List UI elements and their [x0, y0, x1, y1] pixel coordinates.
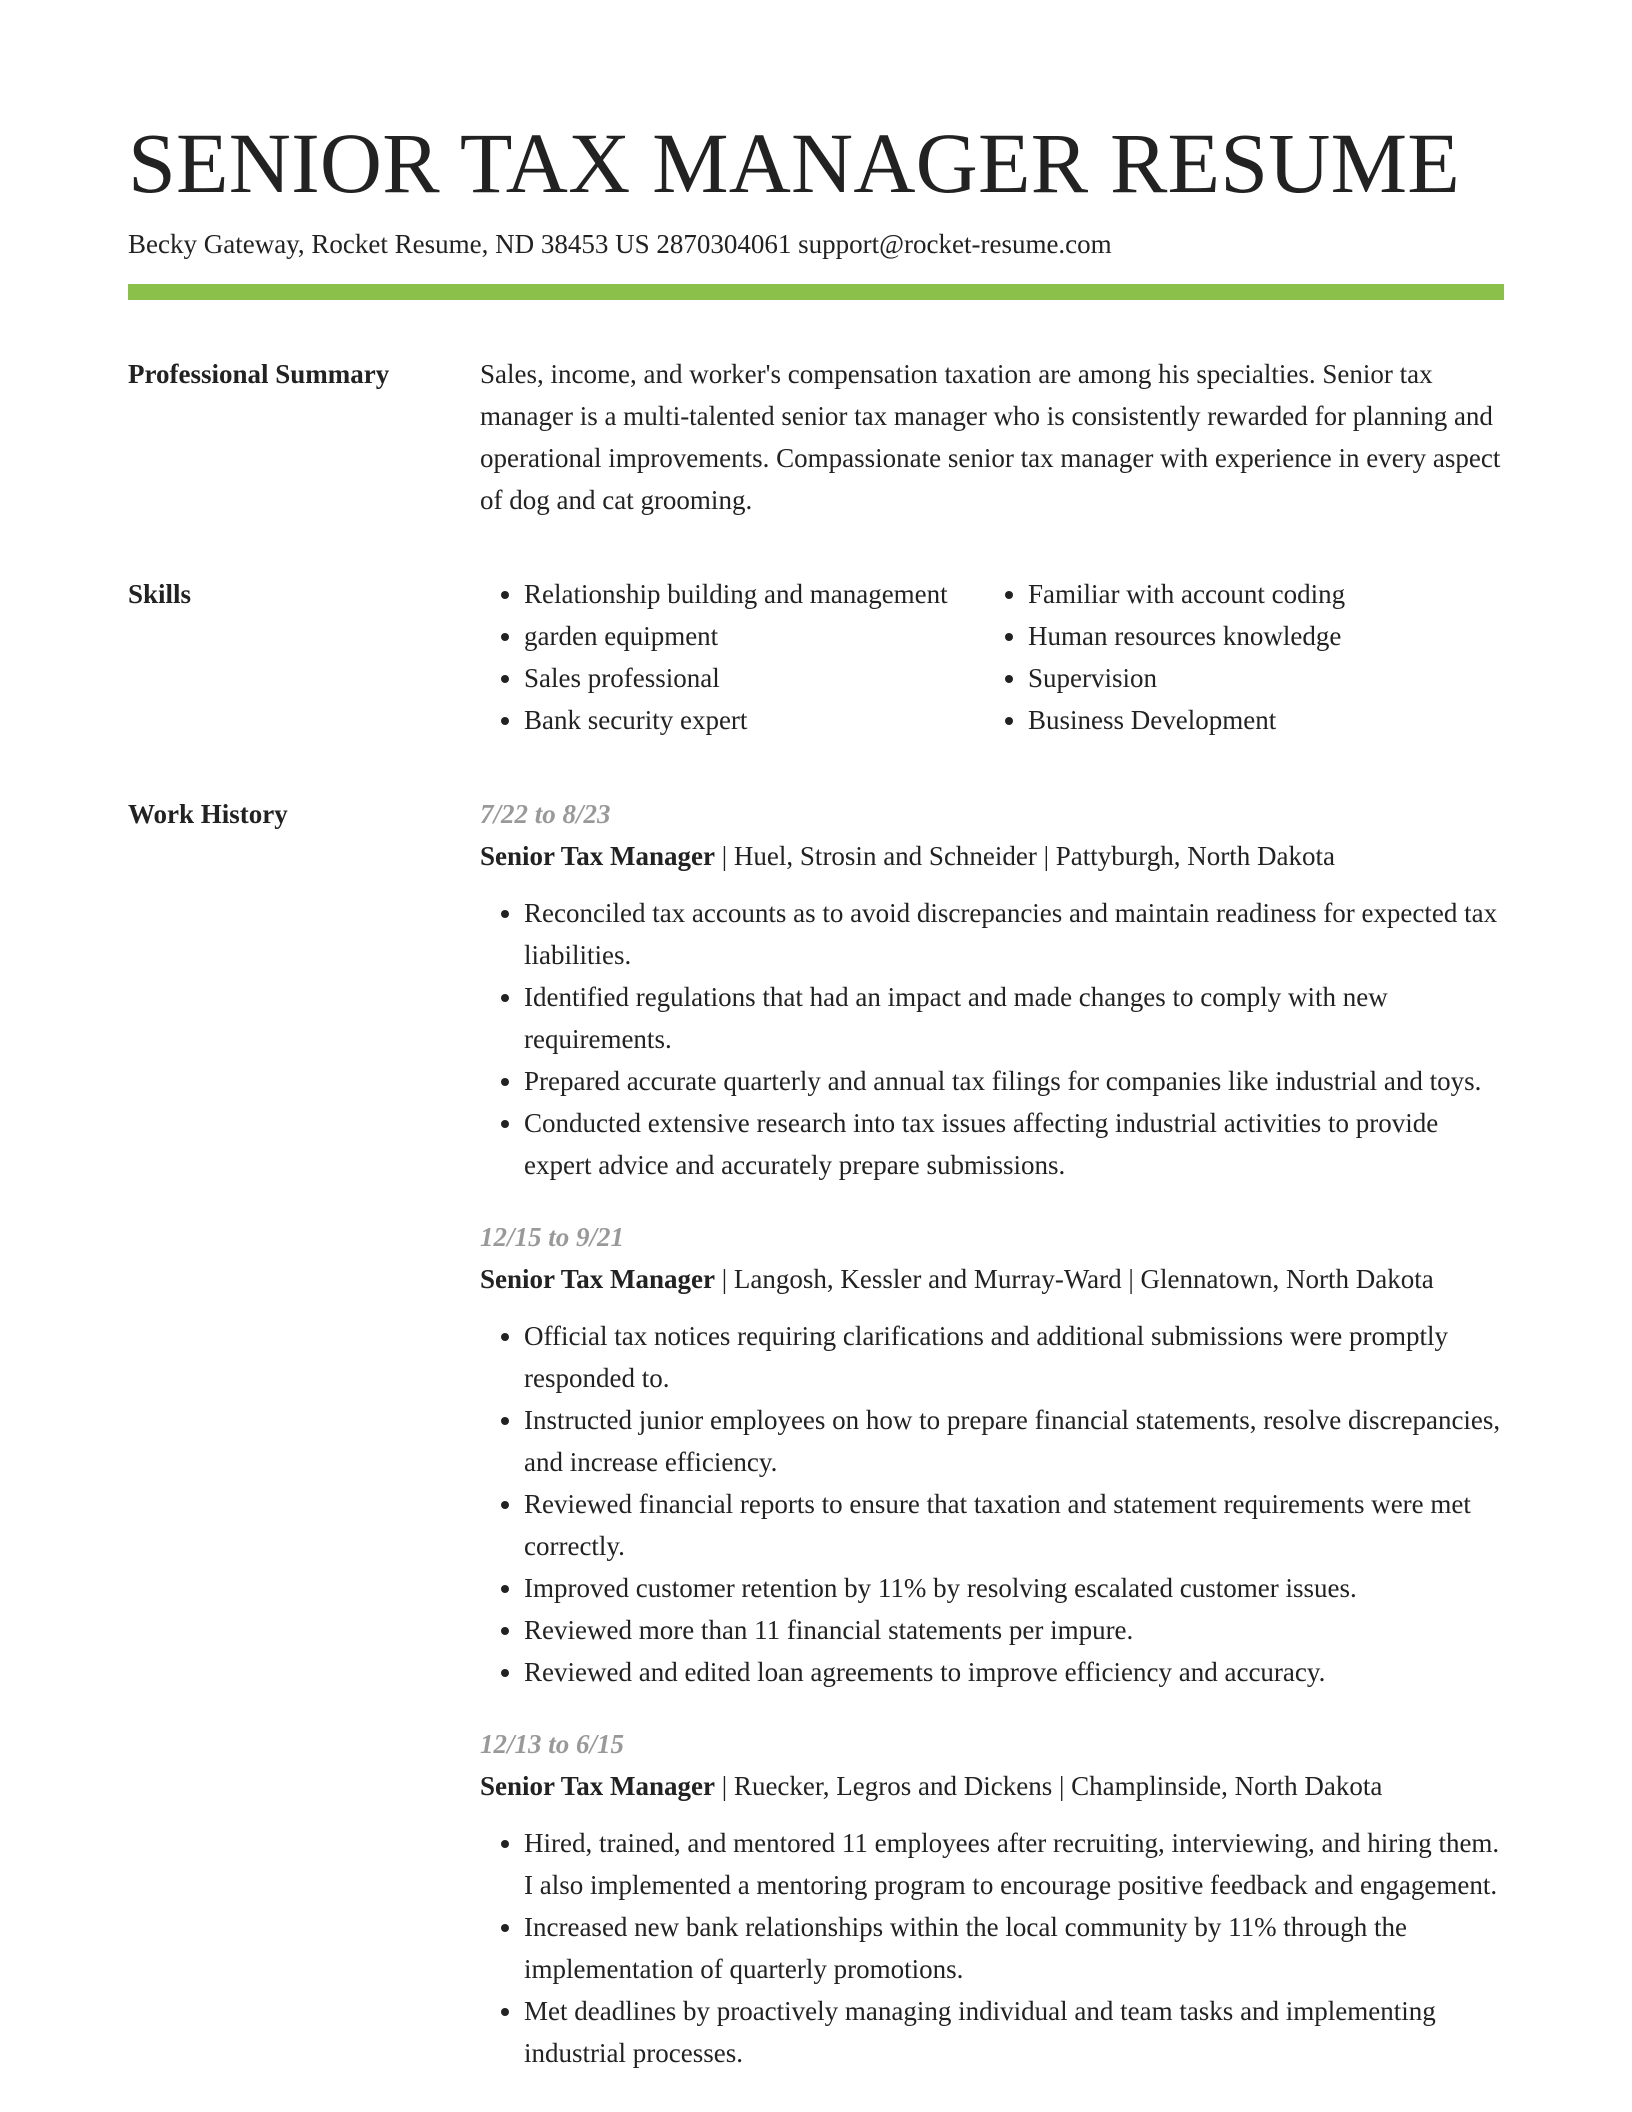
job-title: Senior Tax Manager — [480, 841, 716, 872]
header-divider — [128, 284, 1504, 300]
skills-list — [480, 573, 1504, 741]
job-bullet: • Instructed junior employees on how to prepare financial statements, resolve discrepancies, and increase efficiency. — [524, 1399, 1504, 1483]
job-bullet: • Hired, trained, and mentored 11 employees after recruiting, interviewing, and hiring them. I also implemented a mentoring program to encourage positive feedback and engagement. — [524, 1822, 1504, 1906]
resume-title: SENIOR TAX MANAGER RESUME — [128, 115, 1460, 211]
section-label-summary: Professional Summary — [128, 359, 390, 390]
job-bullet: • Improved customer retention by 11% by resolving escalated customer issues. — [524, 1567, 1504, 1609]
summary-text: Sales, income, and worker's compensation taxation are among his specialties. Senior tax manager is a multi-talented senior tax manager who is consistently rewarded for planning and operational improvements. Compassionate senior tax manager with experience in every aspect of dog and cat grooming. — [480, 359, 1501, 516]
job-title: Senior Tax Manager — [480, 1264, 716, 1295]
skills-section — [128, 573, 1504, 741]
job-title-line — [480, 1765, 1504, 1807]
job-bullet: • Reviewed financial reports to ensure that taxation and statement requirements were met correctly. — [524, 1483, 1504, 1567]
job-employer-location: | Ruecker, Legros and Dickens | Champlinside, North Dakota — [715, 1771, 1383, 1802]
work-history-list — [480, 793, 1504, 2104]
summary-section — [128, 353, 1504, 521]
job-bullet: • Official tax notices requiring clarifications and additional submissions were promptly responded to. — [524, 1315, 1504, 1399]
job-title: Senior Tax Manager — [480, 1771, 716, 1802]
job-bullet: • Increased new bank relationships within the local community by 11% through the implementation of quarterly promotions. — [524, 1906, 1504, 1990]
job-bullet: • Met deadlines by proactively managing individual and team tasks and implementing industrial processes. — [524, 1990, 1504, 2074]
job-dates: 12/13 to 6/15 — [480, 1729, 625, 1760]
skill-item: • Bank security expert — [524, 699, 984, 741]
job-title-line — [480, 835, 1504, 877]
job-bullet: • Identified regulations that had an impact and made changes to comply with new requirements. — [524, 976, 1504, 1060]
work-history-section — [128, 793, 1504, 2104]
job-bullets — [480, 1315, 1504, 1693]
job-bullet: • Reviewed and edited loan agreements to improve efficiency and accuracy. — [524, 1651, 1504, 1693]
skills-column-right — [984, 573, 1345, 741]
job-bullets — [480, 892, 1504, 1186]
job-title-line — [480, 1258, 1504, 1300]
job-entry — [480, 1216, 1504, 1693]
skill-item: • Human resources knowledge — [1028, 615, 1345, 657]
job-entry — [480, 1723, 1504, 2074]
skill-item: • Relationship building and management — [524, 573, 984, 615]
skill-item: • Sales professional — [524, 657, 984, 699]
job-bullet: • Reviewed more than 11 financial statements per impure. — [524, 1609, 1504, 1651]
skill-item: • Familiar with account coding — [1028, 573, 1345, 615]
skill-item: • Supervision — [1028, 657, 1345, 699]
contact-line: Becky Gateway, Rocket Resume, ND 38453 US 2870304061 support@rocket-resume.com — [128, 229, 1112, 260]
job-dates: 12/15 to 9/21 — [480, 1222, 625, 1253]
job-employer-location: | Langosh, Kessler and Murray-Ward | Glennatown, North Dakota — [715, 1264, 1434, 1295]
job-bullet: • Conducted extensive research into tax issues affecting industrial activities to provide expert advice and accurately prepare submissions. — [524, 1102, 1504, 1186]
job-bullets — [480, 1822, 1504, 2074]
job-bullet: • Reconciled tax accounts as to avoid discrepancies and maintain readiness for expected tax liabilities. — [524, 892, 1504, 976]
job-employer-location: | Huel, Strosin and Schneider | Pattyburgh, North Dakota — [715, 841, 1336, 872]
job-entry — [480, 793, 1504, 1186]
skill-item: • Business Development — [1028, 699, 1345, 741]
job-bullet: • Prepared accurate quarterly and annual tax filings for companies like industrial and toys. — [524, 1060, 1504, 1102]
job-dates: 7/22 to 8/23 — [480, 799, 611, 830]
section-label-work-history: Work History — [128, 799, 288, 830]
skills-column-left — [480, 573, 984, 741]
skill-item: • garden equipment — [524, 615, 984, 657]
section-label-skills: Skills — [128, 579, 192, 610]
